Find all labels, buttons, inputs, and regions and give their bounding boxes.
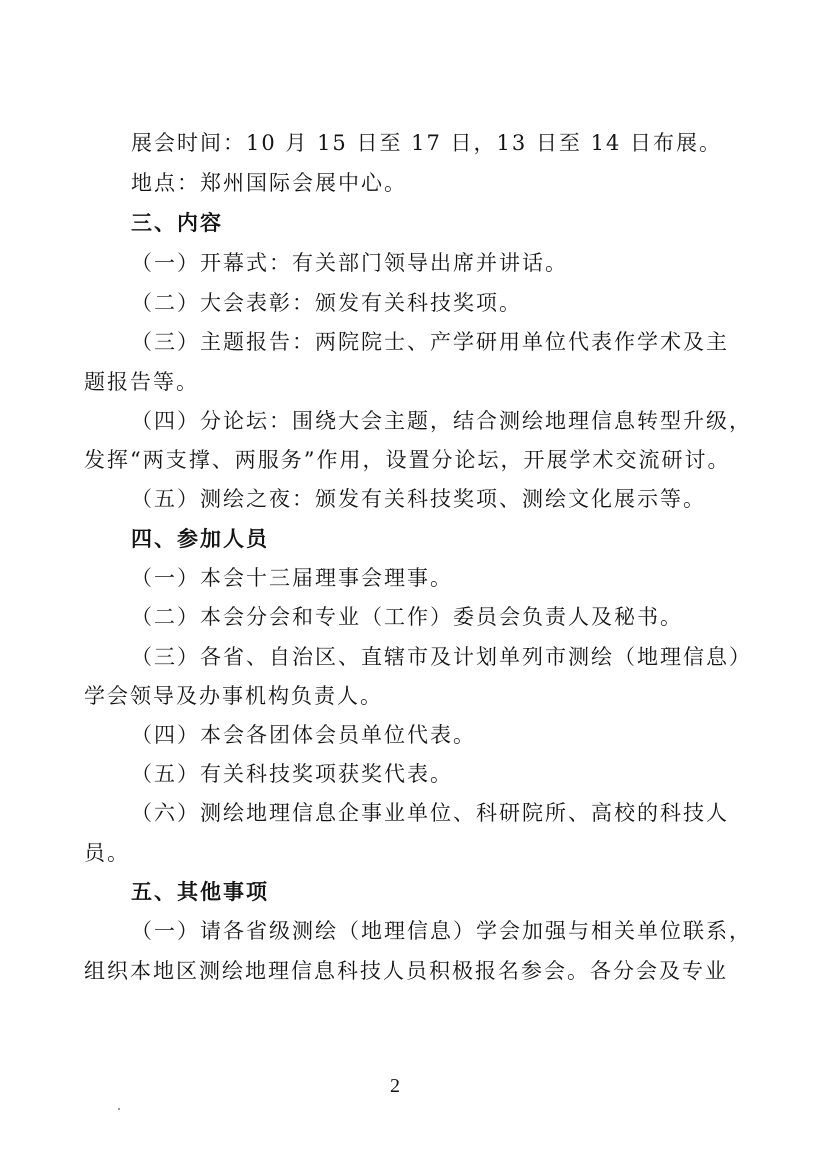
content-item-1: （一）开幕式：有关部门领导出席并讲话。: [131, 251, 568, 275]
section-heading-content: 三、内容: [131, 211, 223, 235]
page-number: 2: [390, 1075, 400, 1097]
section-heading-other: 五、其他事项: [131, 880, 269, 904]
other-item-1-cont: 组织本地区测绘地理信息科技人员积极报名参会。各分会及专业: [84, 959, 728, 983]
exhibition-time-line: 展会时间：10 月 15 日至 17 日，13 日至 14 日布展。: [131, 131, 723, 155]
location-line: 地点：郑州国际会展中心。: [131, 171, 407, 195]
scan-speck: [118, 1108, 120, 1110]
participant-item-3: （三）各省、自治区、直辖市及计划单列市测绘（地理信息）: [131, 645, 752, 669]
content-item-4: （四）分论坛：围绕大会主题，结合测绘地理信息转型升级，: [131, 409, 752, 433]
participant-item-2: （二）本会分会和专业（工作）委员会负责人及秘书。: [131, 605, 683, 629]
participant-item-3-cont: 学会领导及办事机构负责人。: [84, 684, 383, 708]
participant-item-6-cont: 员。: [84, 841, 130, 865]
content-item-3-cont: 题报告等。: [84, 370, 199, 394]
other-item-1: （一）请各省级测绘（地理信息）学会加强与相关单位联系，: [131, 919, 752, 943]
participant-item-4: （四）本会各团体会员单位代表。: [131, 723, 476, 747]
participant-item-5: （五）有关科技奖项获奖代表。: [131, 762, 453, 786]
content-item-4-cont: 发挥“两支撑、两服务”作用，设置分论坛，开展学术交流研讨。: [84, 448, 731, 472]
section-heading-participants: 四、参加人员: [131, 527, 269, 551]
content-item-2: （二）大会表彰：颁发有关科技奖项。: [131, 291, 522, 315]
content-item-3: （三）主题报告：两院院士、产学研用单位代表作学术及主: [131, 330, 729, 354]
participant-item-6: （六）测绘地理信息企事业单位、科研院所、高校的科技人: [131, 801, 729, 825]
participant-item-1: （一）本会十三届理事会理事。: [131, 566, 453, 590]
content-item-5: （五）测绘之夜：颁发有关科技奖项、测绘文化展示等。: [131, 487, 706, 511]
